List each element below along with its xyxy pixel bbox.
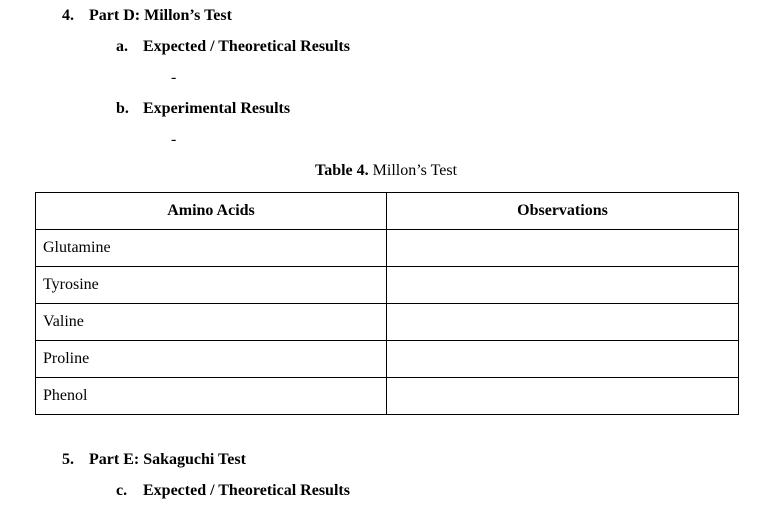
header-amino-acids: Amino Acids xyxy=(36,193,387,230)
subsection-letter: b. xyxy=(116,100,129,117)
subsection-heading-expected xyxy=(116,481,350,501)
section-title: Part D: Millon’s Test xyxy=(89,7,232,24)
table-row xyxy=(36,267,739,304)
subsection-label: Expected / Theoretical Results xyxy=(143,482,350,499)
table-caption xyxy=(0,161,772,181)
subsection-letter: a. xyxy=(116,38,128,55)
table-row xyxy=(36,304,739,341)
section-number: 4. xyxy=(62,7,74,24)
observation-cell[interactable] xyxy=(387,378,739,415)
table-header-row xyxy=(36,193,739,230)
section-heading-part-e xyxy=(62,450,246,470)
section-heading-part-d xyxy=(62,6,232,26)
subsection-label: Expected / Theoretical Results xyxy=(143,38,350,55)
observation-cell[interactable] xyxy=(387,267,739,304)
subsection-label: Experimental Results xyxy=(143,100,291,117)
table-caption-text: Millon’s Test xyxy=(368,162,458,179)
amino-acid-cell: Tyrosine xyxy=(36,267,387,304)
amino-acid-cell: Phenol xyxy=(36,378,387,415)
table-row xyxy=(36,341,739,378)
subsection-heading-expected xyxy=(116,37,350,57)
millons-test-table xyxy=(35,192,739,415)
section-title: Part E: Sakaguchi Test xyxy=(89,451,246,468)
table-row xyxy=(36,378,739,415)
section-number: 5. xyxy=(62,451,74,468)
table-row xyxy=(36,230,739,267)
table-caption-label: Table 4. xyxy=(314,162,369,179)
subsection-letter: c. xyxy=(116,482,128,499)
amino-acid-cell: Glutamine xyxy=(36,230,387,267)
expected-result-value: - xyxy=(171,69,177,86)
observation-cell[interactable] xyxy=(387,304,739,341)
header-observations: Observations xyxy=(387,193,739,230)
observation-cell[interactable] xyxy=(387,230,739,267)
experimental-result-value: - xyxy=(171,131,177,148)
amino-acid-cell: Valine xyxy=(36,304,387,341)
observation-cell[interactable] xyxy=(387,341,739,378)
subsection-heading-experimental xyxy=(116,99,290,119)
amino-acid-cell: Proline xyxy=(36,341,387,378)
